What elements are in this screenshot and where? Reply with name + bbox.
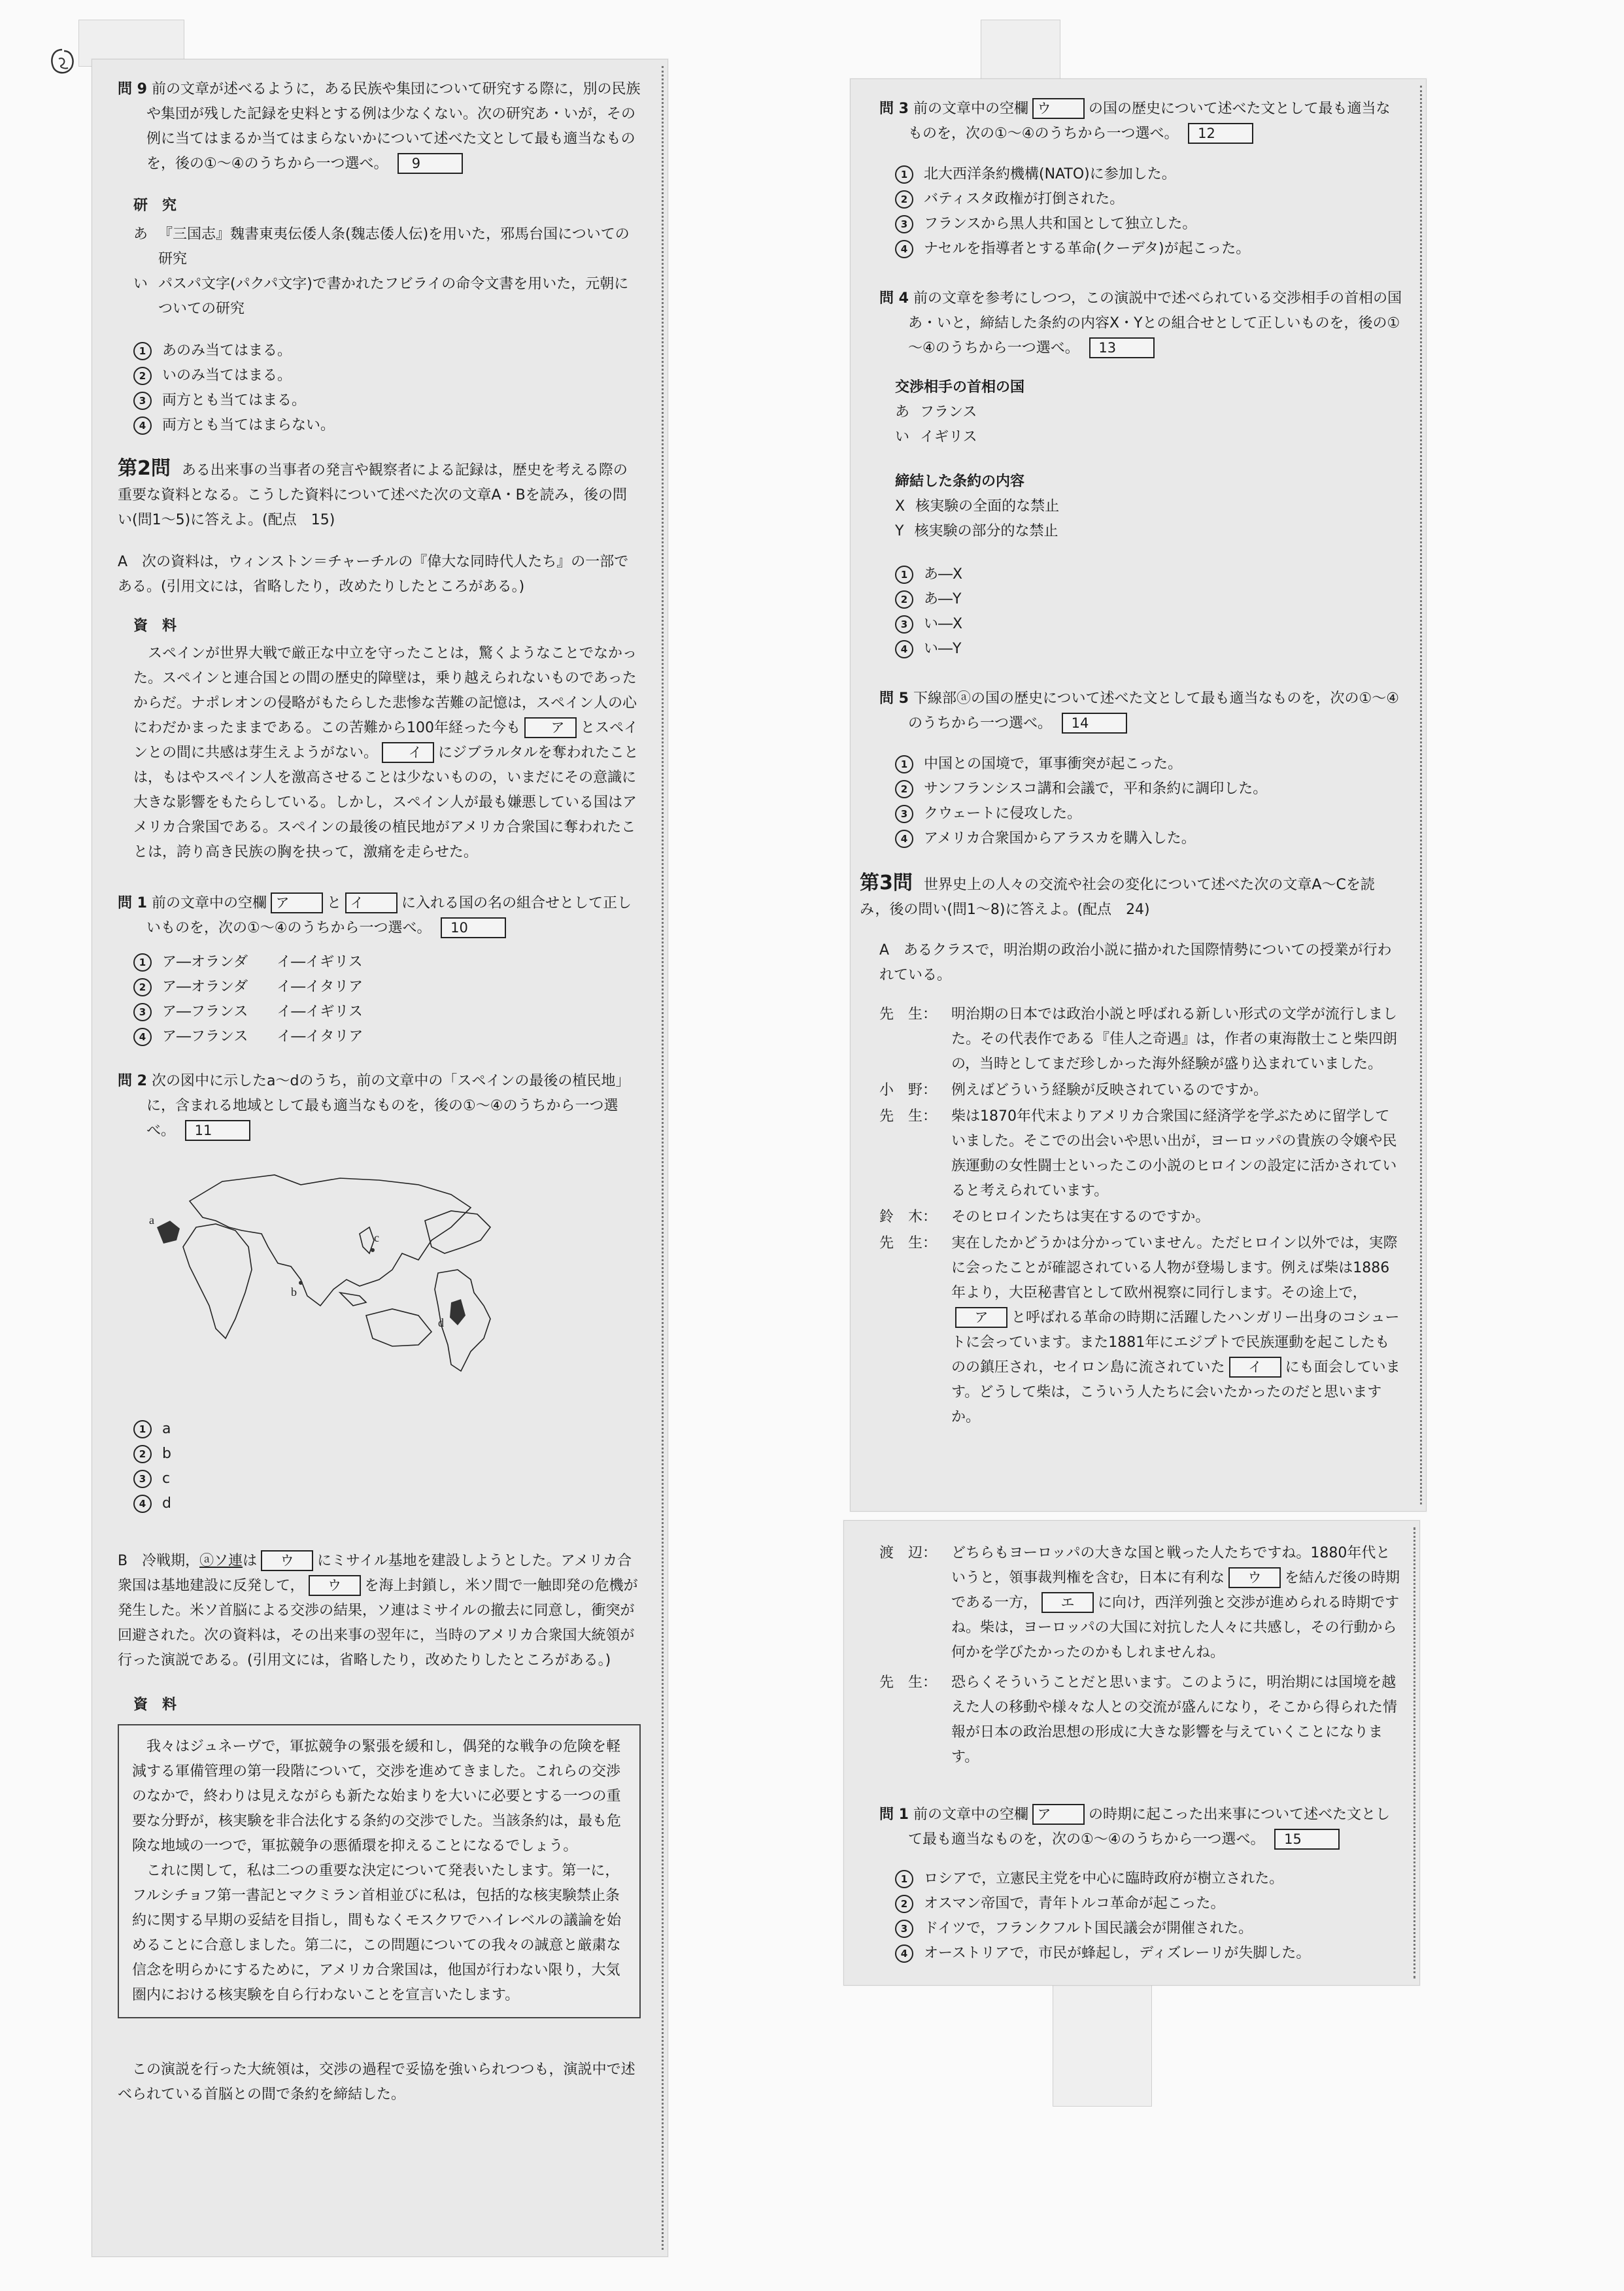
source-label: 資 料	[133, 618, 177, 634]
option-1[interactable]: 1 a	[133, 1417, 641, 1442]
question-2: 問 2 次の図中に示したa～dのうち，前の文章中の「スペインの最後の植民地」に，含まれる地域として最も適当なものを，後の①～④のうちから一つ選べ。 11	[118, 1069, 641, 1144]
answer-box: 12	[1188, 123, 1253, 144]
dialogue-line: 先 生： 恐らくそういうことだと思います。このように，明治期には国境を越えた人の移動や様々な人との交流が盛んになり，そこから得られた情報が日本の政治思想の形成に大きな影響を与えていくことになります。	[879, 1674, 1398, 1765]
section-intro: ある出来事の当事者の発言や観察者による記録は，歴史を考える際の重要な資料となる。こうした資料について述べた次の文章A・Bを読み，後の問い(問1～5)に答えよ。(配点 15)	[118, 462, 628, 528]
right-column-top	[860, 97, 1402, 1431]
blank-u: ウ	[261, 1550, 313, 1571]
option-2[interactable]: 2 ア―オランダ イ―イタリア	[133, 975, 641, 1000]
passage-a3-lead: A あるクラスで，明治期の政治小説に描かれた国際情勢についての授業が行われている。	[879, 942, 1392, 983]
answer-box: 9	[398, 153, 463, 174]
study-label: 研 究	[133, 197, 177, 214]
answer-box: 14	[1062, 713, 1127, 734]
treaty-label: 締結した条約の内容	[895, 473, 1025, 490]
option-1[interactable]: 1 あ―X	[895, 562, 1402, 587]
study-i: い パスパ文字(パクパ文字)で書かれたフビライの命令文書を用いた，元朝についての研究	[133, 276, 629, 317]
blank-i: イ	[1229, 1357, 1281, 1378]
answer-box: 11	[185, 1120, 250, 1141]
section-title: 第2問	[118, 457, 171, 480]
option-2[interactable]: 2 オスマン帝国で，青年トルコ革命が起こった。	[895, 1892, 1402, 1916]
option-3[interactable]: 3 ドイツで，フランクフルト国民議会が開催された。	[895, 1916, 1402, 1941]
dialogue	[879, 1002, 1402, 1430]
option-4[interactable]: 4 ナセルを指導者とする革命(クーデタ)が起こった。	[895, 237, 1402, 262]
answer-box: 13	[1089, 337, 1155, 358]
option-4[interactable]: 4 両方とも当てはまらない。	[133, 413, 641, 438]
question-3-1: 問 1 前の文章中の空欄 ア の時期に起こった出来事について述べた文として最も適当なものを，次の①～④のうちから一つ選べ。 15	[879, 1803, 1402, 1852]
dialogue-line: 先 生： 実在したかどうかは分かっていません。ただヒロイン以外では，実際に会ったことが確認されている人物が登場します。例えば柴は1886年より，大臣秘書官として欧州視察に同行します。その途上で，ア と呼ばれる革命の時期に活躍したハンガリー出身のコシュートに会っています。また1881年にエジプトで民族運動を起こしたものの鎮圧され，セイロン島に流されていた イ にも面会しています。どうして柴は，こういう人たちに会いたかったのだと思いますか。	[879, 1235, 1400, 1425]
dialogue-line: 小 野： 例えばどういう経験が反映されているのですか。	[879, 1082, 1268, 1098]
passage-b-source: 我々はジュネーヴで，軍拡競争の緊張を緩和し，偶発的な戦争の危険を軽減する軍備管理の第一段階について，交渉を進めてきました。これらの交渉のなかで，終わりは見えながらも新たな始まりを大いに必要とする一つの重要な分野が，核実験を非合法化する条約の交渉でした。当該条約は，最も危険な地域の一つで，軍拡競争の悪循環を抑えることになるでしょう。 これに関して，私は二つの重要な決定について発表いたします。第一に，フルシチョフ第一書記とマクミラン首相並びに私は，包括的な核実験禁止条約に関する早期の妥結を目指し，間もなくモスクワでハイレベルの議論を始めることに合意しました。第二に，この問題についての我々の誠意と厳粛な信念を明らかにするために，アメリカ合衆国は，他国が行わない限り，大気圏内における核実験を自ら行わないことを宣言いたします。	[118, 1724, 641, 2018]
option-1[interactable]: 1 中国との国境で，軍事衝突が起こった。	[895, 752, 1402, 777]
section-title: 第3問	[860, 872, 913, 894]
handwritten-mark	[46, 46, 78, 78]
blank-u: ウ	[1228, 1567, 1281, 1588]
answer-box: 10	[441, 917, 506, 938]
world-map	[144, 1155, 536, 1391]
answer-box: 15	[1274, 1829, 1340, 1850]
option-2[interactable]: 2 サンフランシスコ講和会議で，平和条約に調印した。	[895, 777, 1402, 802]
option-3[interactable]: 3 ア―フランス イ―イギリス	[133, 1000, 641, 1025]
study-a: あ 『三国志』魏書東夷伝倭人条(魏志倭人伝)を用いた，邪馬台国についての研究	[133, 226, 630, 267]
option-2[interactable]: 2 バティスタ政権が打倒された。	[895, 187, 1402, 212]
section-3-header	[860, 871, 1402, 923]
option-1[interactable]: 1 ア―オランダ イ―イギリス	[133, 950, 641, 975]
underline-a: ⓐソ連	[199, 1553, 243, 1569]
passage-a-source: スペインが世界大戦で厳正な中立を守ったことは，驚くようなことでなかった。スペインと連合国との間の歴史的障壁は，乗り越えられないものであったからだ。ナポレオンの侵略がもたらした悲惨な苦難の記憶は，スペイン人の心にわだかまったままである。この苦難から100年経った今も ア とスペインとの間に共感は芽生えようがない。 イ にジブラルタルを奪われたことは，もはやスペイン人を激高させることは少ないものの，いまだにその意識に大きな影響をもたらしている。しかし，スペイン人が最も嫌悪している国はアメリカ合衆国である。スペインの最後の植民地がアメリカ合衆国に奪われたことは，誇り高き民族の胸を抉って，激痛を走らせた。	[133, 645, 639, 860]
option-4[interactable]: 4 い―Y	[895, 637, 1402, 662]
question-4: 問 4 前の文章を参考にしつつ，この演説中で述べられている交渉相手の首相の国あ・いと，締結した条約の内容X・Yとの組合せとして正しいものを，後の①～④のうちから一つ選べ。 13	[879, 286, 1402, 361]
map-label-a: a	[149, 1213, 154, 1227]
right-column-bottom	[879, 1540, 1402, 1978]
dialogue-line: 先 生： 明治期の日本では政治小説と呼ばれる新しい形式の文学が流行しました。その代表作である『佳人之奇遇』は，作者の東海散士こと柴四朗の，当時としてまだ珍しかった海外経験が盛り込まれていました。	[879, 1006, 1398, 1072]
option-3[interactable]: 3 い―X	[895, 612, 1402, 637]
country-a: あ フランス	[895, 404, 977, 420]
option-2[interactable]: 2 b	[133, 1442, 641, 1467]
option-3[interactable]: 3 両方とも当てはまる。	[133, 388, 641, 413]
option-3[interactable]: 3 c	[133, 1467, 641, 1491]
blank-a: ア	[524, 717, 577, 738]
option-1[interactable]: 1 あのみ当てはまる。	[133, 339, 641, 364]
option-1[interactable]: 1 北大西洋条約機構(NATO)に参加した。	[895, 162, 1402, 187]
blank-i: イ	[382, 742, 434, 763]
country-i: い イギリス	[895, 429, 977, 445]
option-3[interactable]: 3 クウェートに侵攻した。	[895, 802, 1402, 826]
question-number: 問 9	[118, 81, 147, 97]
option-3[interactable]: 3 フランスから黒人共和国として独立した。	[895, 212, 1402, 237]
option-4[interactable]: 4 アメリカ合衆国からアラスカを購入した。	[895, 826, 1402, 851]
passage-a-lead: A 次の資料は，ウィンストン＝チャーチルの『偉大な同時代人たち』の一部である。(引用文には，省略したり，改めたりしたところがある。)	[118, 554, 629, 595]
treaty-y: Y 核実験の部分的な禁止	[895, 523, 1058, 539]
question-9	[118, 77, 641, 177]
question-1: 問 1 前の文章中の空欄 ア と イ に入れる国の名の組合せとして正しいものを，次の①～④のうちから一つ選べ。 10	[118, 891, 641, 941]
map-label-d: d	[438, 1316, 444, 1329]
option-4[interactable]: 4 d	[133, 1491, 641, 1516]
option-2[interactable]: 2 いのみ当てはまる。	[133, 364, 641, 388]
dialogue-line: 渡 辺： どちらもヨーロッパの大きな国と戦った人たちですね。1880年代というと，領事裁判権を含む，日本に有利な ウ を結んだ後の時期である一方， エ に向け，西洋列強と交渉が進められる時期ですね。柴は，ヨーロッパの大国に対抗した人々に共感し，その行動から何かを学びたかったのかもしれませんね。	[879, 1545, 1400, 1661]
dialogue-line: 鈴 木： そのヒロインたちは実在するのですか。	[879, 1209, 1210, 1225]
option-1[interactable]: 1 ロシアで，立憲民主党を中心に臨時政府が樹立された。	[895, 1867, 1402, 1892]
country-label: 交渉相手の首相の国	[895, 379, 1025, 396]
section-intro: 世界史上の人々の交流や社会の変化について述べた次の文章A～Cを読み，後の問い(問1～8)に答えよ。(配点 24)	[860, 877, 1375, 918]
question-3: 問 3 前の文章中の空欄 ウ の国の歴史について述べた文として最も適当なものを，次の①～④のうちから一つ選べ。 12	[879, 97, 1402, 146]
map-label-b: b	[291, 1285, 297, 1298]
left-column	[118, 77, 641, 2107]
tape-top-right	[981, 20, 1060, 83]
blank-e: エ	[1041, 1592, 1094, 1613]
question-5: 問 5 下線部ⓐの国の歴史について述べた文として最も適当なものを，次の①～④のうちから一つ選べ。 14	[879, 687, 1402, 736]
option-4[interactable]: 4 オーストリアで，市民が蜂起し，ディズレーリが失脚した。	[895, 1941, 1402, 1966]
option-4[interactable]: 4 ア―フランス イ―イタリア	[133, 1025, 641, 1049]
question-text: 前の文章が述べるように，ある民族や集団について研究する際に，別の民族や集団が残した記録を史料とする例は少なくない。次の研究あ・いが，その例に当てはまるか当てはまらないかについて述べた文として最も適当なものを，後の①～④のうちから一つ選べ。	[146, 81, 641, 172]
treaty-x: X 核実験の全面的な禁止	[895, 498, 1060, 515]
section-2-header	[118, 456, 641, 533]
passage-b-after: この演説を行った大統領は，交渉の過程で妥協を強いられつつも，演説中で述べられている首脳との間で条約を締結した。	[118, 2062, 635, 2103]
option-2[interactable]: 2 あ―Y	[895, 587, 1402, 612]
source-label: 資 料	[133, 1697, 177, 1713]
blank-a: ア	[955, 1307, 1007, 1328]
passage-b-lead: B 冷戦期，ⓐソ連は ウ にミサイル基地を建設しようとした。アメリカ合衆国は基地建設に反発して， ウ を海上封鎖し，米ソ間で一触即発の危機が発生した。米ソ首脳による交渉の結果，ソ連はミサイルの撤去に同意し，衝突が回避された。次の資料は，その出来事の翌年に，当時のアメリカ合衆国大統領が行った演説である。(引用文には，省略したり，改めたりしたところがある。)	[118, 1549, 641, 1673]
map-label-c: c	[374, 1231, 379, 1244]
dialogue-line: 先 生： 柴は1870年代末よりアメリカ合衆国に経済学を学ぶために留学していました。そこでの出会いや思い出が，ヨーロッパの貴族の令嬢や民族運動の女性闘士といったこの小説のヒロインの設定に活かされていると考えられています。	[879, 1108, 1397, 1199]
tape-bottom-right	[1053, 1981, 1152, 2107]
